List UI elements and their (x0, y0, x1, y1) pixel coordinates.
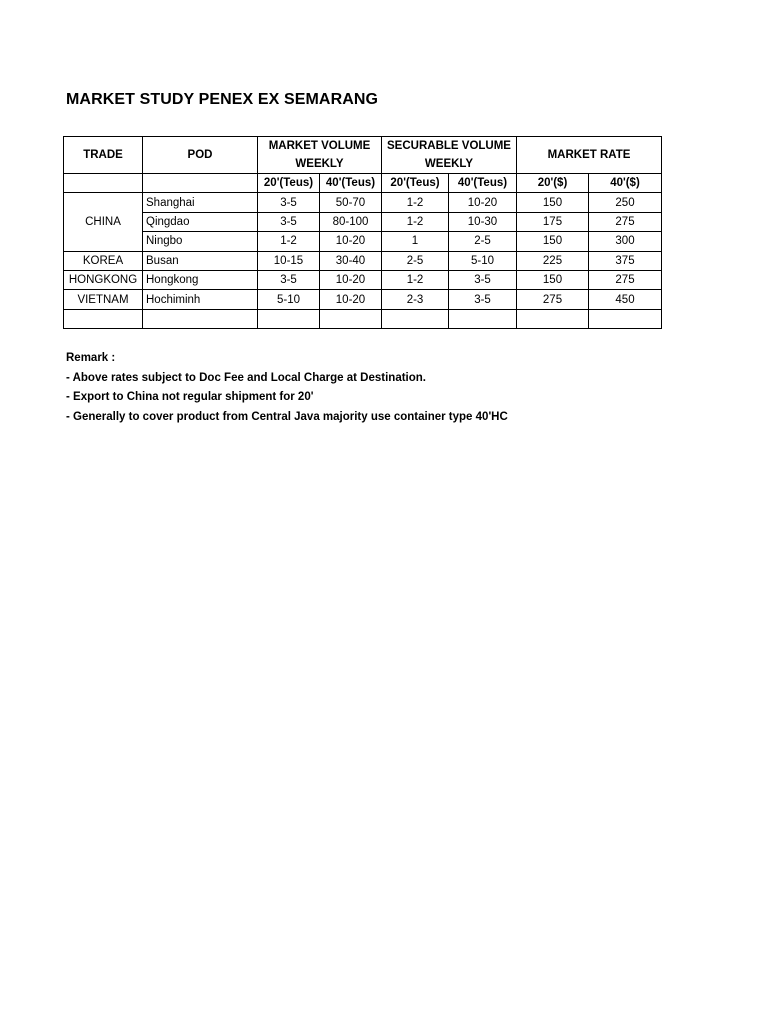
table-row (64, 251, 662, 270)
remark-line: - Generally to cover product from Central Java majority use container type 40'HC (66, 410, 508, 423)
header-securable-volume: SECURABLE VOLUME WEEKLY (382, 137, 517, 174)
subheader-mv-40: 40'(Teus) (320, 174, 382, 193)
mv40-cell: 10-20 (320, 232, 382, 251)
sv40-cell: 10-30 (449, 212, 517, 231)
subheader-rate-20: 20'($) (517, 174, 589, 193)
trade-cell: CHINA (64, 193, 143, 251)
empty-cell (449, 309, 517, 328)
trade-cell: VIETNAM (64, 290, 143, 309)
rate20-cell: 225 (517, 251, 589, 270)
table-row (64, 212, 662, 231)
mv20-cell: 3-5 (258, 270, 320, 289)
remarks-heading: Remark : (66, 352, 116, 364)
mv40-cell: 30-40 (320, 251, 382, 270)
mv40-cell: 80-100 (320, 212, 382, 231)
subheader-mv-20: 20'(Teus) (258, 174, 320, 193)
empty-cell (320, 309, 382, 328)
sv40-cell: 3-5 (449, 290, 517, 309)
subheader-row (64, 174, 662, 193)
mv40-cell: 10-20 (320, 290, 382, 309)
subheader-sv-20: 20'(Teus) (382, 174, 449, 193)
remark-line: - Export to China not regular shipment for 20' (66, 391, 314, 403)
table-row (64, 270, 662, 289)
empty-row (64, 309, 662, 328)
trade-cell: HONGKONG (64, 270, 143, 289)
rate40-cell: 300 (589, 232, 662, 251)
mv20-cell: 5-10 (258, 290, 320, 309)
empty-cell (64, 309, 143, 328)
empty-cell (258, 309, 320, 328)
subheader-pod-blank (143, 174, 258, 193)
rate40-cell: 375 (589, 251, 662, 270)
remark-line: - Above rates subject to Doc Fee and Local Charge at Destination. (66, 371, 426, 384)
header-trade: TRADE (64, 137, 143, 174)
trade-cell: KOREA (64, 251, 143, 270)
pod-cell: Qingdao (143, 212, 258, 231)
remarks-section (66, 349, 508, 427)
sv20-cell: 1-2 (382, 193, 449, 212)
sv20-cell: 1-2 (382, 270, 449, 289)
mv20-cell: 10-15 (258, 251, 320, 270)
mv20-cell: 3-5 (258, 212, 320, 231)
empty-cell (589, 309, 662, 328)
market-study-table (63, 136, 662, 174)
pod-cell: Busan (143, 251, 258, 270)
mv20-cell: 1-2 (258, 232, 320, 251)
rate20-cell: 150 (517, 270, 589, 289)
pod-cell: Hongkong (143, 270, 258, 289)
sv40-cell: 3-5 (449, 270, 517, 289)
table-row (64, 290, 662, 309)
sv20-cell: 2-5 (382, 251, 449, 270)
rate40-cell: 450 (589, 290, 662, 309)
sv20-cell: 1 (382, 232, 449, 251)
mv40-cell: 50-70 (320, 193, 382, 212)
header-row-1 (64, 137, 662, 174)
pod-cell: Hochiminh (143, 290, 258, 309)
subheader-trade-blank (64, 174, 143, 193)
empty-cell (143, 309, 258, 328)
market-study-table-body (63, 173, 662, 329)
rate20-cell: 150 (517, 232, 589, 251)
mv20-cell: 3-5 (258, 193, 320, 212)
sv40-cell: 10-20 (449, 193, 517, 212)
sv40-cell: 2-5 (449, 232, 517, 251)
empty-cell (382, 309, 449, 328)
pod-cell: Shanghai (143, 193, 258, 212)
document-title: MARKET STUDY PENEX EX SEMARANG (66, 91, 379, 108)
rate40-cell: 275 (589, 270, 662, 289)
rate20-cell: 175 (517, 212, 589, 231)
rate40-cell: 275 (589, 212, 662, 231)
table-row (64, 193, 662, 212)
rate40-cell: 250 (589, 193, 662, 212)
pod-cell: Ningbo (143, 232, 258, 251)
empty-cell (517, 309, 589, 328)
mv40-cell: 10-20 (320, 270, 382, 289)
subheader-sv-40: 40'(Teus) (449, 174, 517, 193)
rate20-cell: 150 (517, 193, 589, 212)
header-market-volume: MARKET VOLUME WEEKLY (258, 137, 382, 174)
header-pod: POD (143, 137, 258, 174)
table-row (64, 232, 662, 251)
sv20-cell: 1-2 (382, 212, 449, 231)
sv40-cell: 5-10 (449, 251, 517, 270)
sv20-cell: 2-3 (382, 290, 449, 309)
subheader-rate-40: 40'($) (589, 174, 662, 193)
header-market-rate: MARKET RATE (517, 137, 662, 174)
rate20-cell: 275 (517, 290, 589, 309)
